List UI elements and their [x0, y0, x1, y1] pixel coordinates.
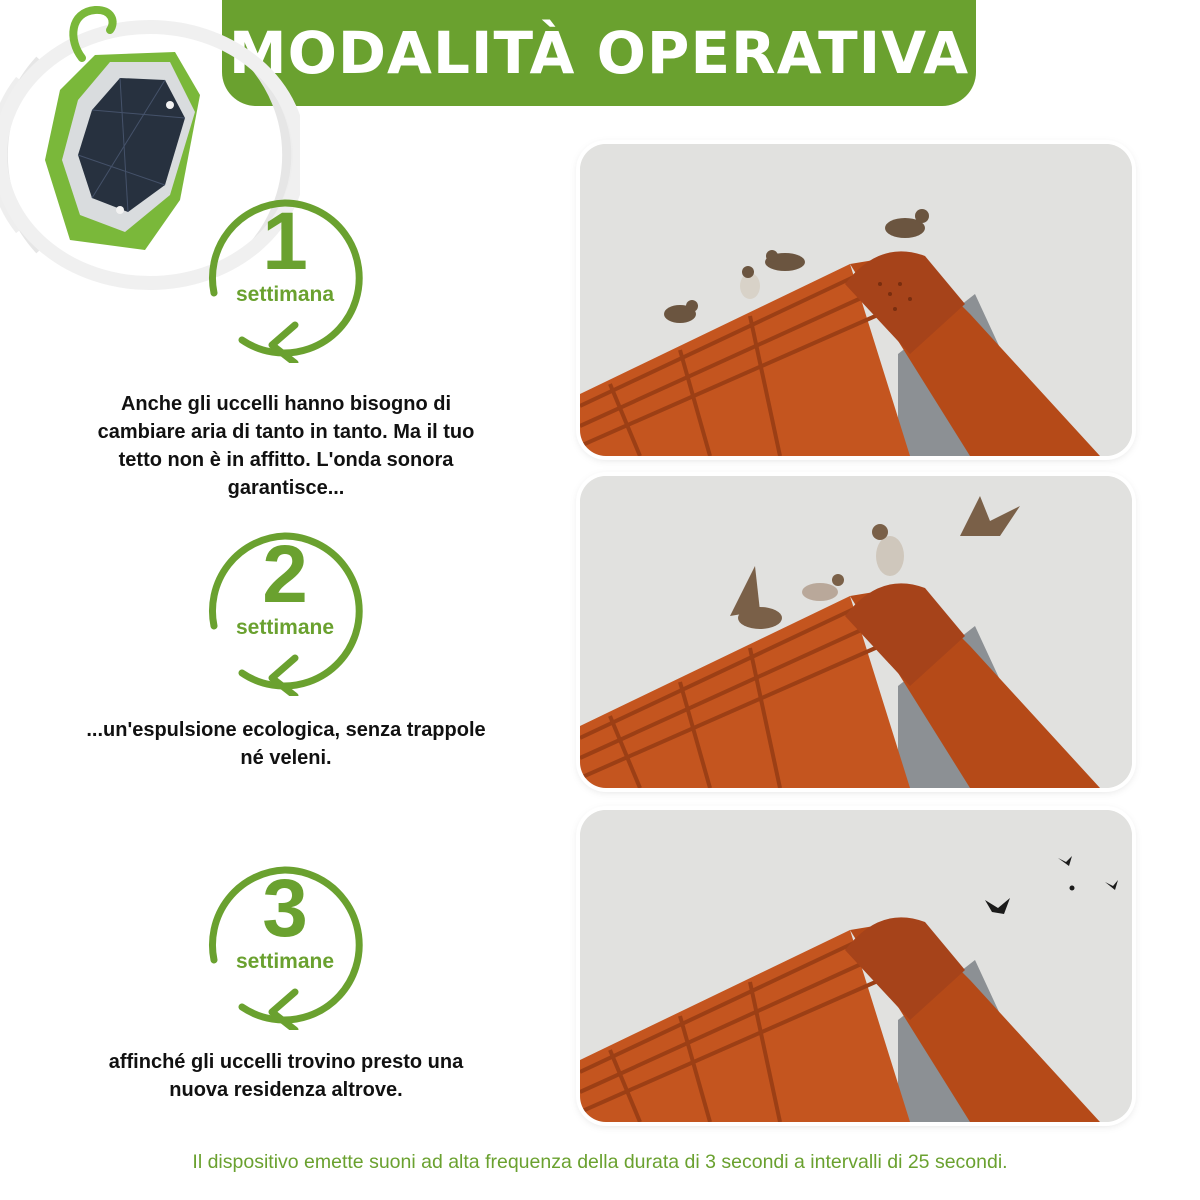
step-2-description [56, 716, 516, 772]
step-1-number: 1 [262, 196, 308, 287]
step-1-line-4: garantisce... [227, 477, 345, 499]
step-1-line-2: cambiare aria di tanto in tanto. Ma il tuo [97, 421, 475, 443]
step-3-badge [200, 860, 370, 1030]
step-1-unit: settimana [235, 283, 335, 306]
step-1-line-3: tetto non è in affitto. L'onda sonora [118, 449, 454, 471]
step-2-unit: settimane [235, 616, 335, 639]
roof-with-birds-photo-3 [580, 810, 1132, 1122]
step-3-line-2: nuova residenza altrove. [169, 1079, 403, 1101]
step-2-line-1: ...un'espulsione ecologica, senza trappole [86, 719, 486, 741]
step-2-line-2: né veleni. [240, 747, 332, 769]
step-3-description [56, 1048, 516, 1104]
page-title: MODALITÀ OPERATIVA [228, 19, 970, 87]
step-2-number: 2 [262, 529, 308, 620]
footer-note: Il dispositivo emette suoni ad alta frequenza della durata di 3 secondi a intervalli di 25 secondi. [192, 1151, 1008, 1173]
step-1-description [56, 390, 516, 502]
step-3-number: 3 [262, 863, 308, 954]
step-2-badge [200, 526, 370, 696]
roof-with-birds-photo-1 [580, 144, 1132, 456]
step-3-unit: settimane [235, 950, 335, 973]
header-banner [222, 0, 976, 106]
step-1-line-1: Anche gli uccelli hanno bisogno di [120, 393, 452, 415]
step-3-line-1: affinché gli uccelli trovino presto una [108, 1051, 464, 1073]
roof-with-birds-photo-2 [580, 476, 1132, 788]
step-1-badge [200, 193, 370, 363]
